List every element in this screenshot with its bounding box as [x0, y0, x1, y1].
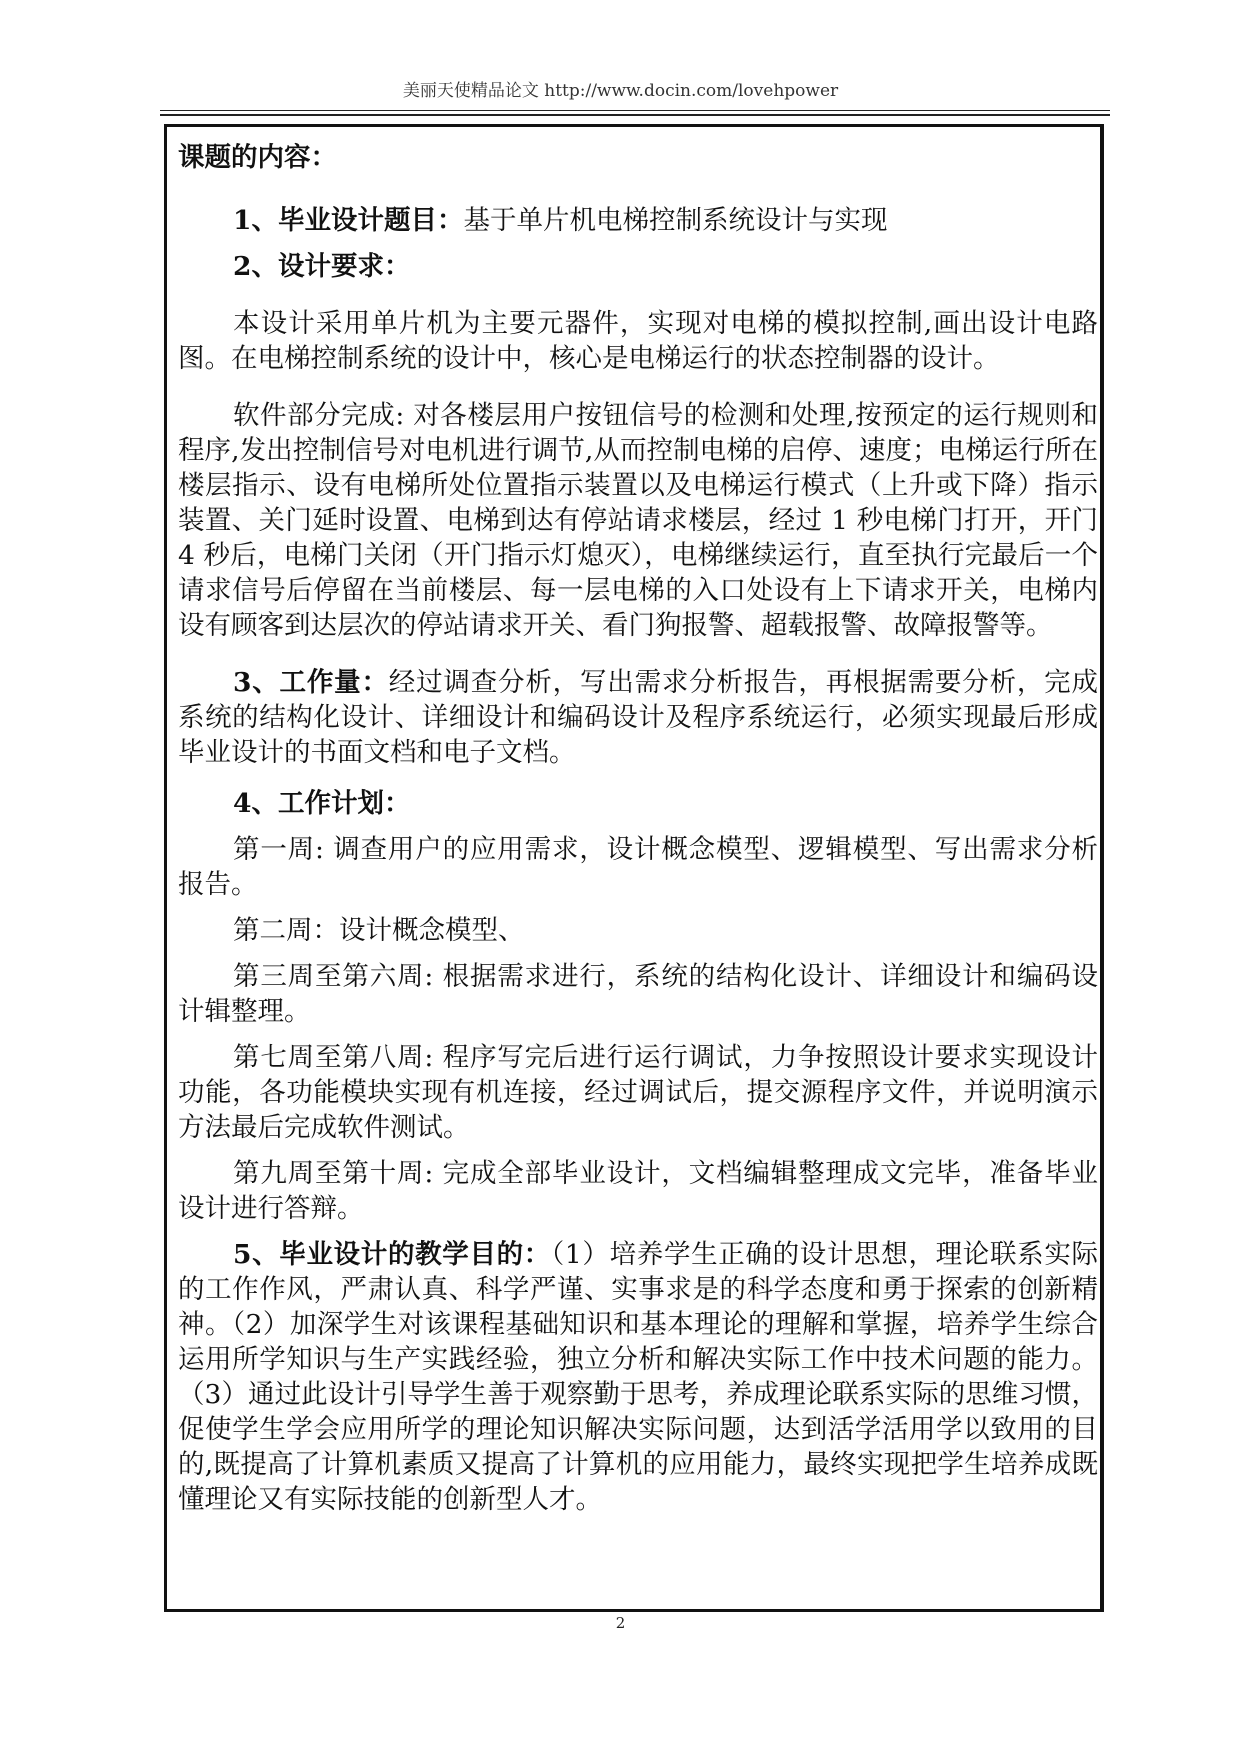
plan-week-3-6: 第三周至第六周: 根据需求进行，系统的结构化设计、详细设计和编码设计辑整理。: [178, 961, 1098, 1027]
header-rule: [160, 110, 1110, 111]
requirements-heading: [178, 249, 1098, 284]
requirements-paragraph-1: 本设计采用单片机为主要元器件，实现对电梯的模拟控制,画出设计电路图。在电梯控制系统的设计中，核心是电梯运行的状态控制器的设计。: [178, 308, 1098, 374]
topic-label: 1、毕业设计题目：: [233, 205, 464, 236]
header-rule-thick: [160, 114, 1110, 116]
plan-week-2: 第二周：设计概念模型、: [233, 915, 525, 946]
plan-label: 4、工作计划：: [233, 788, 411, 819]
topic-line: [178, 203, 1098, 238]
workload-label: 3、工作量：: [233, 667, 389, 698]
requirements-label: 2、设计要求：: [233, 251, 411, 282]
teaching-goal-label: 5、毕业设计的教学目的：: [233, 1239, 551, 1270]
topic-value: 基于单片机电梯控制系统设计与实现: [463, 205, 888, 236]
workload-paragraph: [178, 665, 1098, 770]
page-number: 2: [615, 1614, 626, 1632]
plan-week-1: 第一周: 调查用户的应用需求，设计概念模型、逻辑模型、写出需求分析报告。: [178, 834, 1098, 900]
section-title: 课题的内容：: [178, 142, 337, 173]
requirements-paragraph-2: 软件部分完成: 对各楼层用户按钮信号的检测和处理,按预定的运行规则和程序,发出控制信号对电机进行调节,从而控制电梯的启停、速度；电梯运行所在楼层指示、设有电梯所处位置指示装置以及电梯运行模式（上升或下降）指示装置、关门延时设置、电梯到达有停站请求楼层，经过 1 秒电梯门打开，开门 4 秒后，电梯门关闭（开门指示灯熄灭），电梯继续运行，直至执行完最后一个请求信号后停留在当前楼层、每一层电梯的入口处设有上下请求开关，电梯内设有顾客到达层次的停站请求开关、看门狗报警、超载报警、故障报警等。: [178, 400, 1098, 641]
plan-week-7-8: 第七周至第八周: 程序写完后进行运行调试，力争按照设计要求实现设计功能，各功能模块实现有机连接，经过调试后，提交源程序文件，并说明演示方法最后完成软件测试。: [178, 1042, 1098, 1143]
plan-heading: [178, 786, 1098, 821]
document-body: [178, 140, 1098, 1517]
workload-value: 经过调查分析，写出需求分析报告，再根据需要分析，完成系统的结构化设计、详细设计和编码设计及程序系统运行，必须实现最后形成毕业设计的书面文档和电子文档。: [178, 667, 1098, 768]
page-header: 美丽天使精品论文 http://www.docin.com/lovehpower: [402, 81, 839, 101]
plan-week-9-10: 第九周至第十周: 完成全部毕业设计，文档编辑整理成文完毕，准备毕业设计进行答辩。: [178, 1158, 1098, 1224]
teaching-goal-value: （1）培养学生正确的设计思想，理论联系实际的工作作风，严肃认真、科学严谨、实事求是的科学态度和勇于探索的创新精神。（2）加深学生对该课程基础知识和基本理论的理解和掌握，培养学生综合运用所学知识与生产实践经验，独立分析和解决实际工作中技术问题的能力。（3）通过此设计引导学生善于观察勤于思考，养成理论联系实际的思维习惯，促使学生学会应用所学的理论知识解决实际问题，达到活学活用学以致用的目的,既提高了计算机素质又提高了计算机的应用能力，最终实现把学生培养成既懂理论又有实际技能的创新型人才。: [178, 1239, 1098, 1515]
teaching-goal-paragraph: [178, 1237, 1098, 1517]
